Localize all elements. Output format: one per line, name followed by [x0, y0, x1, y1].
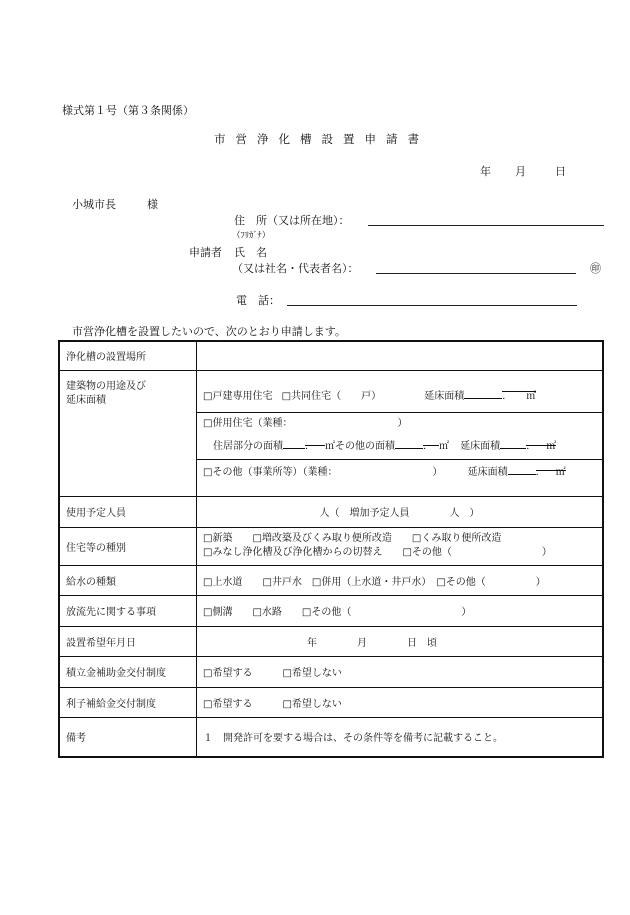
name-label: 氏 名 — [234, 246, 267, 259]
water-supply-options[interactable]: □上水道 □井戸水 □併用（上水道・井戸水） □その他（ ） — [197, 565, 604, 595]
date-year-label: 年 — [480, 165, 491, 178]
business-floor-area-label: 延床面積 — [467, 466, 508, 478]
row-building-use-label — [59, 370, 197, 496]
other-area-label: ㎡その他の面積 — [325, 440, 395, 452]
housing-type-options-line1[interactable]: □新築 □増改築及びくみ取り便所改造 □くみ取り便所改造 — [203, 533, 502, 544]
mixed-floor-area-unit: ㎡ — [546, 435, 556, 446]
phone-field-line[interactable] — [287, 305, 577, 306]
row-water-supply-label: 給水の種類 — [59, 565, 197, 595]
other-area-int-field[interactable] — [395, 438, 423, 449]
floor-area-int-field[interactable] — [464, 388, 502, 399]
row-remarks-label: 備考 — [59, 717, 197, 757]
row-interest-subsidy-label: 利子補給金交付制度 — [59, 687, 197, 717]
applicant-label: 申請者 — [189, 246, 222, 259]
document-title: 市営浄化槽設置申請書 — [214, 132, 429, 146]
other-business-checkbox[interactable]: □その他（事業所等）（業種： ） — [203, 466, 443, 478]
row-discharge-label: 放流先に関する事項 — [59, 595, 197, 626]
business-floor-area-decimal-field[interactable]: ． — [536, 460, 556, 471]
building-use-line3 — [203, 435, 596, 459]
addressee-honorific: 様 — [147, 198, 158, 211]
mixed-use-checkbox[interactable]: □併用住宅（業種： ） — [203, 417, 408, 429]
reserve-subsidy-options[interactable]: □希望する □希望しない — [197, 656, 604, 687]
building-use-line4 — [203, 460, 596, 486]
desired-date-field[interactable]: 年 月 日 頃 — [197, 626, 604, 656]
date-month-label: 月 — [515, 165, 526, 178]
business-floor-area-int-field[interactable] — [508, 464, 536, 475]
name-sub-label: （又は社名・代表者名）： — [232, 262, 359, 275]
detached-house-checkbox[interactable]: □戸建専用住宅 — [203, 390, 273, 402]
other-area-decimal-field[interactable]: ． — [423, 435, 439, 446]
intro-text: 市営浄化槽を設置したいので、次のとおり申請します。 — [72, 325, 346, 338]
name-field-line[interactable] — [376, 273, 576, 274]
residential-area-label: 住居部分の面積 — [213, 440, 283, 452]
row-desired-date-label: 設置希望年月日 — [59, 626, 197, 656]
floor-area-label: 延床面積 — [424, 390, 465, 402]
row-reserve-subsidy-label: 積立金補助金交付制度 — [59, 656, 197, 687]
building-use-cell — [197, 370, 604, 496]
row-housing-type-label: 住宅等の種別 — [59, 527, 197, 565]
discharge-options[interactable]: □側溝 □水路 □その他（ ） — [197, 595, 604, 626]
address-label: 住 所（又は所在地）： — [234, 214, 350, 227]
building-use-label-line2: 延床面積 — [66, 394, 106, 406]
mixed-floor-area-label: 延床面積 — [460, 440, 501, 452]
remarks-field[interactable]: １ 開発許可を要する場合は、その条件等を備考に記載すること。 — [197, 717, 604, 757]
row-installation-site-label: 浄化槽の設置場所 — [59, 341, 197, 370]
building-use-label-line1: 建築物の用途及び — [66, 380, 146, 392]
furigana-label: （ﾌﾘｶﾞﾅ） — [232, 231, 271, 241]
date-day-label: 日 — [555, 165, 566, 178]
interest-subsidy-options[interactable]: □希望する □希望しない — [197, 687, 604, 717]
users-field[interactable]: 人（ 増加予定人員 人 ） — [197, 496, 604, 527]
mixed-floor-area-int-field[interactable] — [500, 438, 526, 449]
mixed-floor-area-decimal-field[interactable]: ． — [526, 435, 546, 446]
other-area-unit: ㎡ — [439, 440, 449, 452]
application-table — [58, 340, 604, 758]
floor-area-decimal-field[interactable]: ． — [502, 381, 526, 392]
residential-area-int-field[interactable] — [283, 438, 305, 449]
apartment-checkbox[interactable]: □共同住宅（ 戸） — [281, 390, 382, 402]
row-users-label: 使用予定人員 — [59, 496, 197, 527]
housing-type-options-line2[interactable]: □みなし浄化槽及び浄化槽からの切替え □その他（ ） — [203, 547, 552, 558]
housing-type-cell — [197, 527, 604, 565]
floor-area-unit: ㎡ — [526, 381, 536, 392]
seal-mark: ㊞ — [590, 262, 601, 275]
phone-label: 電 話： — [236, 294, 280, 307]
form-number: 様式第１号（第３条関係） — [62, 104, 194, 117]
building-use-line1 — [203, 381, 596, 412]
business-floor-area-unit: ㎡ — [556, 460, 566, 471]
addressee: 小城市長 — [72, 198, 116, 211]
installation-site-field[interactable] — [197, 341, 604, 370]
residential-area-decimal-field[interactable]: ． — [305, 435, 325, 446]
address-field-line[interactable] — [368, 225, 604, 226]
